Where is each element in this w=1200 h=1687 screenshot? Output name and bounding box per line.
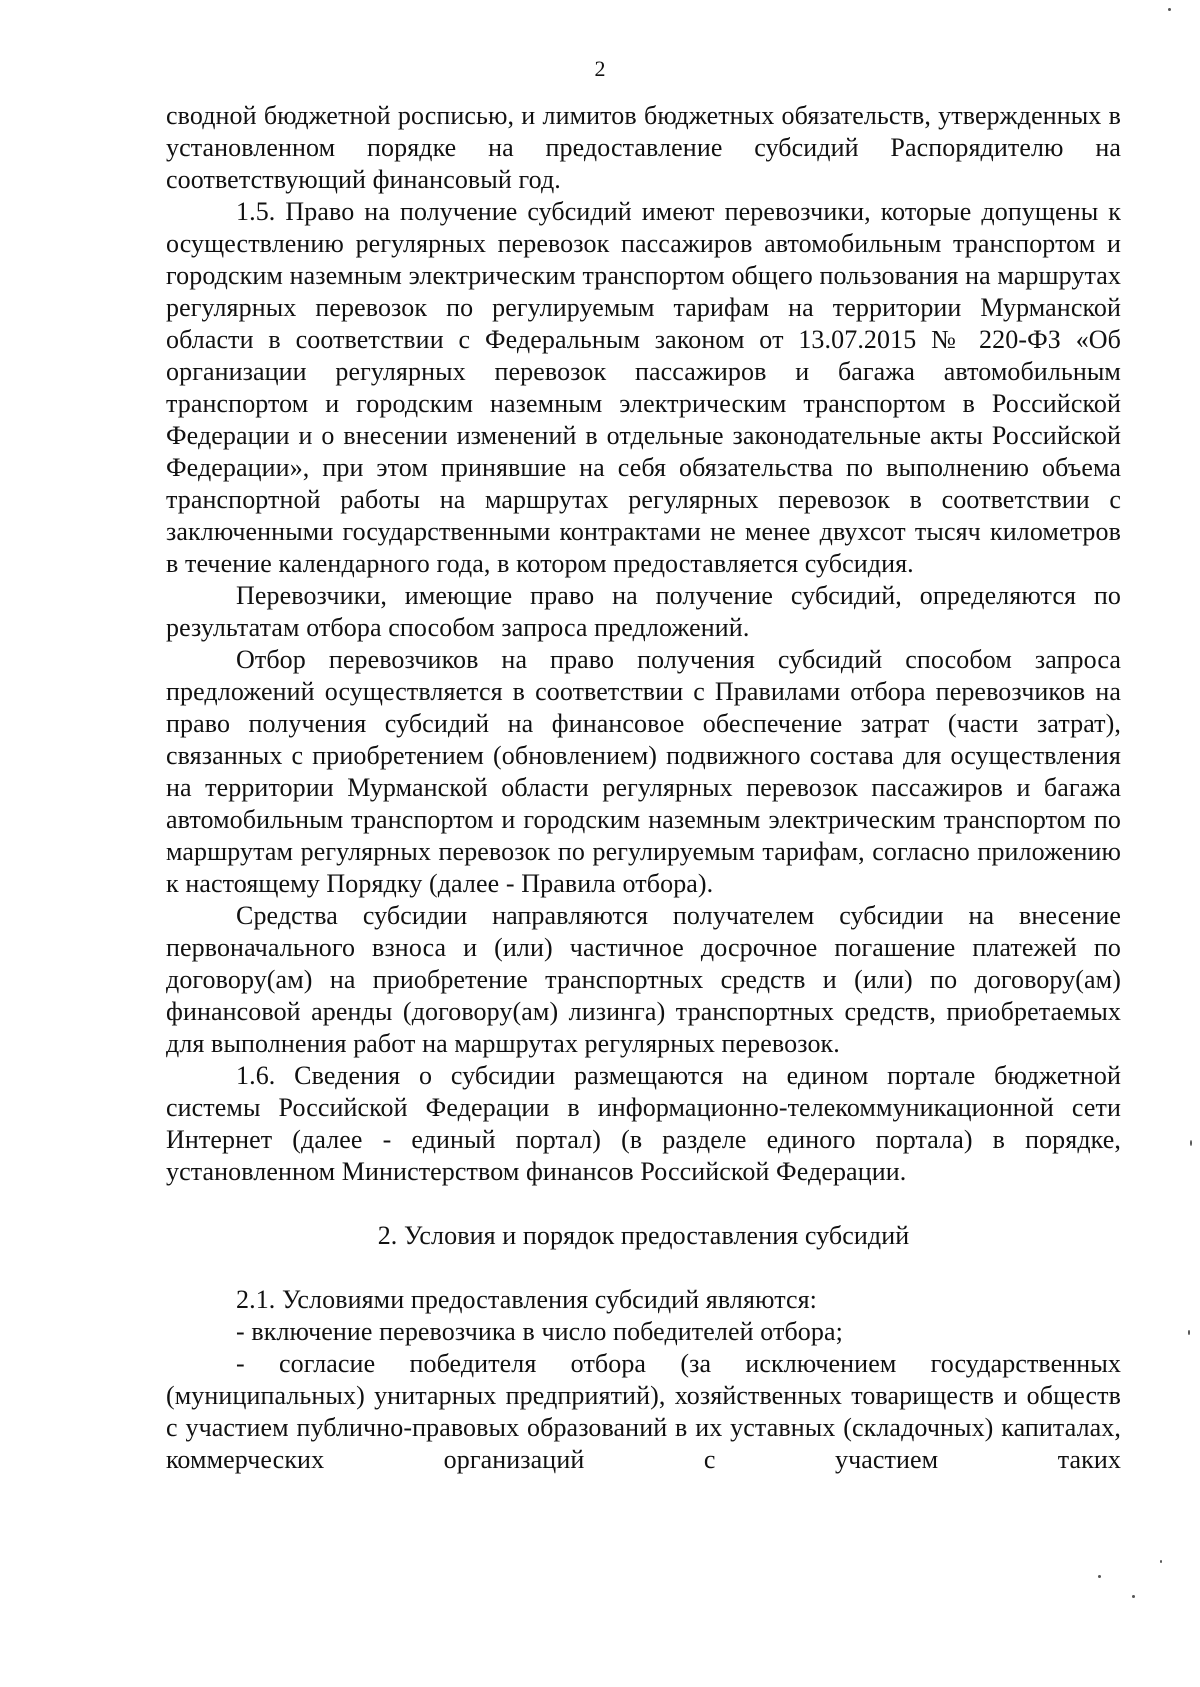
paragraph-1-6: 1.6. Сведения о субсидии размещаются на едином портале бюджетной системы Российской Федерации в информационно-телекоммуникационной сети Интернет (далее - единый портал) (в разделе единого портала) в порядке, установленном Министерством финансов Российской Федерации. [166, 1061, 1121, 1186]
list-item-winner: - включение перевозчика в число победителей отбора; [236, 1317, 843, 1346]
scan-speck [1160, 1560, 1162, 1563]
page-number: 2 [594, 56, 606, 81]
paragraph-1-5: 1.5. Право на получение субсидий имеют перевозчики, которые допущены к осуществлению регулярных перевозок пассажиров автомобильным транспортом и городским наземным электрическим транспортом общего пользования на маршрутах регулярных перевозок по регулируемым тарифам на территории Мурманской области в соответствии с Федеральным законом от 13.07.2015 № 220-ФЗ «Об организации регулярных перевозок пассажиров и багажа автомобильным транспортом и городским наземным электрическим транспортом в Российской Федерации и о внесении изменений в отдельные законодательные акты Российской Федерации», при этом принявшие на себя обязательства по выполнению объема транспортной работы на маршрутах регулярных перевозок в соответствии с заключенными государственными контрактами не менее двухсот тысяч километров в течение календарного года, в котором предоставляется субсидия. [166, 197, 1121, 578]
paragraph-2-1: 2.1. Условиями предоставления субсидий являются: [236, 1285, 818, 1314]
document-body [166, 100, 1121, 1476]
paragraph-carriers-selection: Перевозчики, имеющие право на получение субсидий, определяются по результатам отбора способом запроса предложений. [166, 581, 1121, 642]
scan-speck [1168, 8, 1171, 11]
paragraph-continuation: сводной бюджетной росписью, и лимитов бюджетных обязательств, утвержденных в установленном порядке на предоставление субсидий Распорядителю на соответствующий финансовый год. [166, 101, 1121, 194]
scan-speck [1098, 1575, 1101, 1578]
scan-speck [1132, 1595, 1135, 1598]
section-heading: 2. Условия и порядок предоставления субсидий [377, 1221, 910, 1250]
scan-speck [1188, 1330, 1190, 1335]
list-item-consent: - согласие победителя отбора (за исключением государственных (муниципальных) унитарных предприятий), хозяйственных товариществ и обществ с участием публично-правовых образований в их уставных (складочных) капиталах, коммерческих организаций с участием таких [166, 1349, 1121, 1474]
scan-speck [1190, 1140, 1192, 1146]
paragraph-subsidy-funds: Средства субсидии направляются получателем субсидии на внесение первоначального взноса и (или) частичное досрочное погашение платежей по договору(ам) на приобретение транспортных средств и (или) по договору(ам) финансовой аренды (договору(ам) лизинга) транспортных средств, приобретаемых для выполнения работ на маршрутах регулярных перевозок. [166, 901, 1121, 1058]
paragraph-selection-rules: Отбор перевозчиков на право получения субсидий способом запроса предложений осуществляется в соответствии с Правилами отбора перевозчиков на право получения субсидий на финансовое обеспечение затрат (части затрат), связанных с приобретением (обновлением) подвижного состава для осуществления на территории Мурманской области регулярных перевозок пассажиров и багажа автомобильным транспортом и городским наземным электрическим транспортом по маршрутам регулярных перевозок по регулируемым тарифам, согласно приложению к настоящему Порядку (далее - Правила отбора). [166, 645, 1121, 898]
